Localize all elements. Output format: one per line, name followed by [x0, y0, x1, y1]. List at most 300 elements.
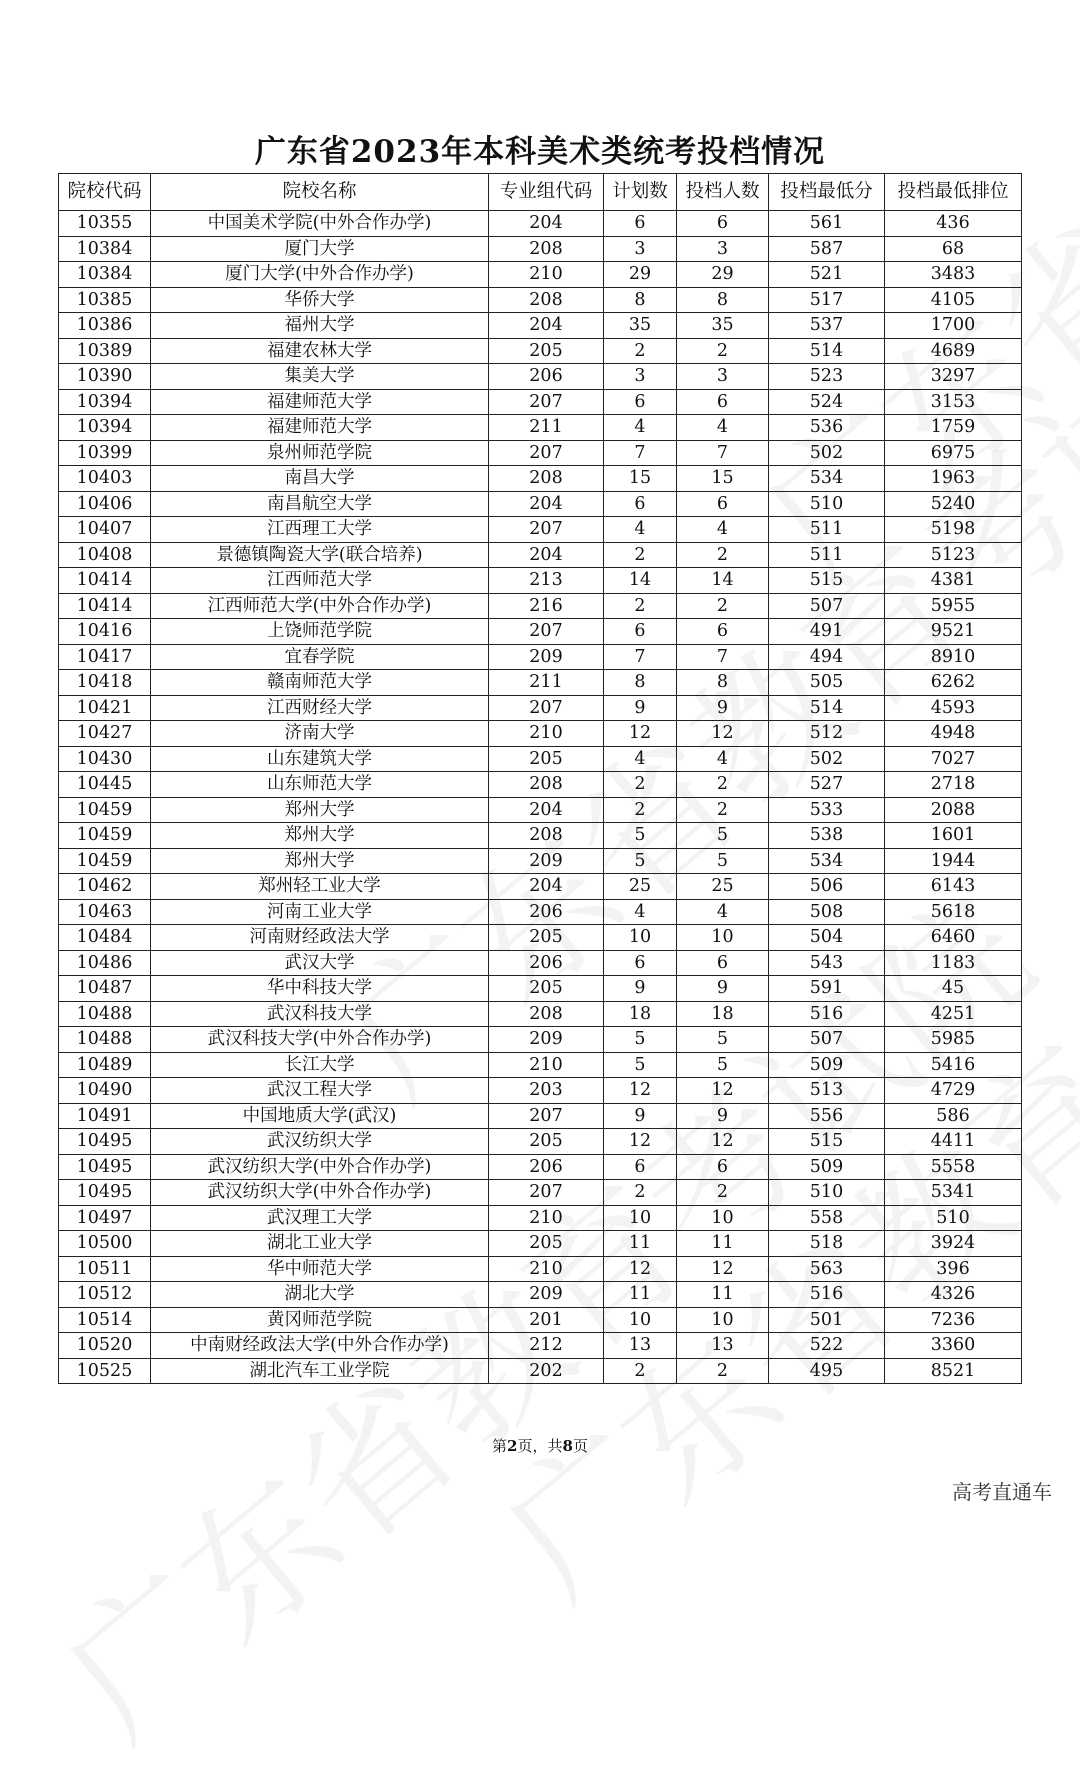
- min-score-cell: 527: [769, 772, 885, 798]
- plan-count-cell: 6: [604, 211, 677, 237]
- group-code-cell: 207: [489, 1180, 604, 1206]
- admitted-count-cell: 2: [677, 1180, 769, 1206]
- table-row: [59, 440, 1022, 466]
- group-code-cell: 209: [489, 644, 604, 670]
- admitted-count-cell: 3: [677, 236, 769, 262]
- table-row: [59, 338, 1022, 364]
- group-code-cell: 204: [489, 797, 604, 823]
- school-name-cell: 中国美术学院(中外合作办学): [151, 211, 489, 237]
- admitted-count-cell: 2: [677, 1358, 769, 1384]
- admitted-count-cell: 11: [677, 1231, 769, 1257]
- school-name-cell: 河南财经政法大学: [151, 925, 489, 951]
- table-row: [59, 1027, 1022, 1053]
- plan-count-cell: 18: [604, 1001, 677, 1027]
- plan-count-cell: 5: [604, 848, 677, 874]
- admitted-count-cell: 4: [677, 746, 769, 772]
- table-row: [59, 542, 1022, 568]
- group-code-cell: 205: [489, 925, 604, 951]
- admitted-count-cell: 7: [677, 440, 769, 466]
- plan-count-cell: 6: [604, 389, 677, 415]
- plan-count-cell: 11: [604, 1231, 677, 1257]
- school-code-cell: 10427: [59, 721, 151, 747]
- admitted-count-cell: 11: [677, 1282, 769, 1308]
- min-score-cell: 563: [769, 1256, 885, 1282]
- school-name-cell: 福建农林大学: [151, 338, 489, 364]
- min-score-cell: 501: [769, 1307, 885, 1333]
- table-row: [59, 1333, 1022, 1359]
- table-row: [59, 1307, 1022, 1333]
- min-rank-cell: 4689: [885, 338, 1022, 364]
- admitted-count-cell: 10: [677, 1307, 769, 1333]
- group-code-cell: 216: [489, 593, 604, 619]
- group-code-cell: 205: [489, 746, 604, 772]
- table-row: [59, 1256, 1022, 1282]
- admitted-count-cell: 12: [677, 1129, 769, 1155]
- group-code-cell: 206: [489, 899, 604, 925]
- total-page-number: 8: [562, 1437, 573, 1455]
- school-code-cell: 10386: [59, 313, 151, 339]
- header-min-score: 投档最低分: [769, 174, 885, 211]
- admitted-count-cell: 6: [677, 950, 769, 976]
- min-score-cell: 543: [769, 950, 885, 976]
- min-rank-cell: 1601: [885, 823, 1022, 849]
- group-code-cell: 209: [489, 1282, 604, 1308]
- plan-count-cell: 15: [604, 466, 677, 492]
- plan-count-cell: 2: [604, 772, 677, 798]
- school-name-cell: 厦门大学(中外合作办学): [151, 262, 489, 288]
- table-row: [59, 797, 1022, 823]
- plan-count-cell: 12: [604, 721, 677, 747]
- school-code-cell: 10394: [59, 389, 151, 415]
- admitted-count-cell: 12: [677, 1256, 769, 1282]
- min-score-cell: 558: [769, 1205, 885, 1231]
- min-rank-cell: 5618: [885, 899, 1022, 925]
- admitted-count-cell: 6: [677, 1154, 769, 1180]
- school-code-cell: 10414: [59, 568, 151, 594]
- school-name-cell: 南昌航空大学: [151, 491, 489, 517]
- table-row: [59, 1282, 1022, 1308]
- school-name-cell: 江西师范大学: [151, 568, 489, 594]
- min-score-cell: 515: [769, 1129, 885, 1155]
- min-rank-cell: 6460: [885, 925, 1022, 951]
- group-code-cell: 208: [489, 1001, 604, 1027]
- min-score-cell: 509: [769, 1052, 885, 1078]
- plan-count-cell: 6: [604, 950, 677, 976]
- table-row: [59, 1231, 1022, 1257]
- school-name-cell: 中国地质大学(武汉): [151, 1103, 489, 1129]
- min-rank-cell: 3153: [885, 389, 1022, 415]
- min-rank-cell: 1183: [885, 950, 1022, 976]
- min-rank-cell: 3483: [885, 262, 1022, 288]
- admitted-count-cell: 12: [677, 1078, 769, 1104]
- group-code-cell: 208: [489, 466, 604, 492]
- school-code-cell: 10495: [59, 1180, 151, 1206]
- admitted-count-cell: 8: [677, 287, 769, 313]
- school-name-cell: 武汉纺织大学(中外合作办学): [151, 1180, 489, 1206]
- school-code-cell: 10497: [59, 1205, 151, 1231]
- min-rank-cell: 5240: [885, 491, 1022, 517]
- admitted-count-cell: 13: [677, 1333, 769, 1359]
- plan-count-cell: 2: [604, 593, 677, 619]
- school-code-cell: 10490: [59, 1078, 151, 1104]
- min-score-cell: 495: [769, 1358, 885, 1384]
- table-row: [59, 950, 1022, 976]
- plan-count-cell: 10: [604, 1205, 677, 1231]
- min-rank-cell: 4326: [885, 1282, 1022, 1308]
- table-row: [59, 772, 1022, 798]
- school-name-cell: 江西师范大学(中外合作办学): [151, 593, 489, 619]
- table-row: [59, 313, 1022, 339]
- table-row: [59, 848, 1022, 874]
- plan-count-cell: 29: [604, 262, 677, 288]
- header-row: [59, 174, 1022, 211]
- admitted-count-cell: 9: [677, 976, 769, 1002]
- min-score-cell: 534: [769, 466, 885, 492]
- plan-count-cell: 8: [604, 670, 677, 696]
- header-min-rank: 投档最低排位: [885, 174, 1022, 211]
- group-code-cell: 205: [489, 1231, 604, 1257]
- school-name-cell: 郑州大学: [151, 797, 489, 823]
- plan-count-cell: 4: [604, 517, 677, 543]
- school-name-cell: 郑州大学: [151, 823, 489, 849]
- current-page-number: 2: [507, 1437, 518, 1455]
- school-code-cell: 10463: [59, 899, 151, 925]
- admitted-count-cell: 6: [677, 389, 769, 415]
- group-code-cell: 204: [489, 211, 604, 237]
- table-row: [59, 1180, 1022, 1206]
- min-score-cell: 511: [769, 542, 885, 568]
- school-name-cell: 武汉纺织大学: [151, 1129, 489, 1155]
- school-code-cell: 10484: [59, 925, 151, 951]
- table-row: [59, 619, 1022, 645]
- min-score-cell: 517: [769, 287, 885, 313]
- group-code-cell: 201: [489, 1307, 604, 1333]
- school-name-cell: 河南工业大学: [151, 899, 489, 925]
- group-code-cell: 202: [489, 1358, 604, 1384]
- min-rank-cell: 1759: [885, 415, 1022, 441]
- min-score-cell: 516: [769, 1282, 885, 1308]
- min-score-cell: 504: [769, 925, 885, 951]
- school-name-cell: 厦门大学: [151, 236, 489, 262]
- brand-watermark: 高考直通车: [952, 1480, 1052, 1504]
- school-name-cell: 武汉纺织大学(中外合作办学): [151, 1154, 489, 1180]
- school-code-cell: 10406: [59, 491, 151, 517]
- min-rank-cell: 9521: [885, 619, 1022, 645]
- table-row: [59, 389, 1022, 415]
- group-code-cell: 204: [489, 542, 604, 568]
- min-score-cell: 506: [769, 874, 885, 900]
- min-rank-cell: 5558: [885, 1154, 1022, 1180]
- school-code-cell: 10355: [59, 211, 151, 237]
- min-rank-cell: 586: [885, 1103, 1022, 1129]
- min-rank-cell: 1700: [885, 313, 1022, 339]
- table-row: [59, 211, 1022, 237]
- table-row: [59, 466, 1022, 492]
- table-row: [59, 287, 1022, 313]
- plan-count-cell: 14: [604, 568, 677, 594]
- header-school-name: 院校名称: [151, 174, 489, 211]
- min-rank-cell: 4729: [885, 1078, 1022, 1104]
- admitted-count-cell: 9: [677, 1103, 769, 1129]
- school-code-cell: 10511: [59, 1256, 151, 1282]
- plan-count-cell: 2: [604, 797, 677, 823]
- admitted-count-cell: 4: [677, 415, 769, 441]
- school-name-cell: 福州大学: [151, 313, 489, 339]
- admitted-count-cell: 6: [677, 211, 769, 237]
- admitted-count-cell: 7: [677, 644, 769, 670]
- plan-count-cell: 6: [604, 1154, 677, 1180]
- plan-count-cell: 4: [604, 746, 677, 772]
- plan-count-cell: 9: [604, 1103, 677, 1129]
- min-rank-cell: 5955: [885, 593, 1022, 619]
- plan-count-cell: 8: [604, 287, 677, 313]
- admitted-count-cell: 2: [677, 593, 769, 619]
- school-name-cell: 江西财经大学: [151, 695, 489, 721]
- min-rank-cell: 436: [885, 211, 1022, 237]
- admitted-count-cell: 5: [677, 1027, 769, 1053]
- header-group-code: 专业组代码: [489, 174, 604, 211]
- school-name-cell: 济南大学: [151, 721, 489, 747]
- school-code-cell: 10385: [59, 287, 151, 313]
- school-code-cell: 10489: [59, 1052, 151, 1078]
- header-plan-count: 计划数: [604, 174, 677, 211]
- school-code-cell: 10459: [59, 797, 151, 823]
- plan-count-cell: 12: [604, 1129, 677, 1155]
- min-rank-cell: 4948: [885, 721, 1022, 747]
- school-name-cell: 武汉科技大学(中外合作办学): [151, 1027, 489, 1053]
- table-row: [59, 721, 1022, 747]
- min-rank-cell: 5123: [885, 542, 1022, 568]
- plan-count-cell: 35: [604, 313, 677, 339]
- group-code-cell: 207: [489, 440, 604, 466]
- school-name-cell: 福建师范大学: [151, 415, 489, 441]
- min-score-cell: 522: [769, 1333, 885, 1359]
- min-rank-cell: 4105: [885, 287, 1022, 313]
- school-code-cell: 10512: [59, 1282, 151, 1308]
- table-row: [59, 1078, 1022, 1104]
- min-score-cell: 537: [769, 313, 885, 339]
- plan-count-cell: 11: [604, 1282, 677, 1308]
- table-row: [59, 644, 1022, 670]
- table-row: [59, 925, 1022, 951]
- min-rank-cell: 5985: [885, 1027, 1022, 1053]
- group-code-cell: 208: [489, 772, 604, 798]
- group-code-cell: 206: [489, 364, 604, 390]
- group-code-cell: 207: [489, 389, 604, 415]
- plan-count-cell: 12: [604, 1078, 677, 1104]
- min-rank-cell: 1963: [885, 466, 1022, 492]
- plan-count-cell: 5: [604, 1052, 677, 1078]
- min-rank-cell: 5341: [885, 1180, 1022, 1206]
- table-row: [59, 491, 1022, 517]
- plan-count-cell: 10: [604, 925, 677, 951]
- school-name-cell: 华中师范大学: [151, 1256, 489, 1282]
- plan-count-cell: 2: [604, 1358, 677, 1384]
- school-code-cell: 10421: [59, 695, 151, 721]
- admitted-count-cell: 2: [677, 797, 769, 823]
- min-rank-cell: 4251: [885, 1001, 1022, 1027]
- min-score-cell: 515: [769, 568, 885, 594]
- min-score-cell: 523: [769, 364, 885, 390]
- table-row: [59, 874, 1022, 900]
- min-rank-cell: 5198: [885, 517, 1022, 543]
- plan-count-cell: 3: [604, 364, 677, 390]
- min-score-cell: 502: [769, 746, 885, 772]
- admitted-count-cell: 5: [677, 1052, 769, 1078]
- admitted-count-cell: 14: [677, 568, 769, 594]
- school-code-cell: 10459: [59, 848, 151, 874]
- school-code-cell: 10384: [59, 262, 151, 288]
- group-code-cell: 210: [489, 1205, 604, 1231]
- school-code-cell: 10495: [59, 1154, 151, 1180]
- school-name-cell: 山东师范大学: [151, 772, 489, 798]
- school-code-cell: 10488: [59, 1001, 151, 1027]
- admitted-count-cell: 3: [677, 364, 769, 390]
- school-code-cell: 10418: [59, 670, 151, 696]
- admitted-count-cell: 2: [677, 542, 769, 568]
- table-row: [59, 1205, 1022, 1231]
- header-school-code: 院校代码: [59, 174, 151, 211]
- min-rank-cell: 6143: [885, 874, 1022, 900]
- school-name-cell: 武汉大学: [151, 950, 489, 976]
- admitted-count-cell: 6: [677, 619, 769, 645]
- table-row: [59, 1001, 1022, 1027]
- school-name-cell: 宜春学院: [151, 644, 489, 670]
- min-rank-cell: 5416: [885, 1052, 1022, 1078]
- min-score-cell: 510: [769, 1180, 885, 1206]
- table-row: [59, 1358, 1022, 1384]
- min-rank-cell: 510: [885, 1205, 1022, 1231]
- plan-count-cell: 9: [604, 695, 677, 721]
- group-code-cell: 208: [489, 287, 604, 313]
- plan-count-cell: 10: [604, 1307, 677, 1333]
- min-score-cell: 507: [769, 593, 885, 619]
- school-name-cell: 华中科技大学: [151, 976, 489, 1002]
- admitted-count-cell: 5: [677, 823, 769, 849]
- school-code-cell: 10384: [59, 236, 151, 262]
- admitted-count-cell: 2: [677, 772, 769, 798]
- min-rank-cell: 7236: [885, 1307, 1022, 1333]
- school-name-cell: 上饶师范学院: [151, 619, 489, 645]
- table-row: [59, 364, 1022, 390]
- footer-prefix: 第: [492, 1437, 508, 1455]
- min-score-cell: 521: [769, 262, 885, 288]
- school-name-cell: 集美大学: [151, 364, 489, 390]
- min-rank-cell: 2088: [885, 797, 1022, 823]
- min-rank-cell: 68: [885, 236, 1022, 262]
- group-code-cell: 204: [489, 313, 604, 339]
- min-score-cell: 561: [769, 211, 885, 237]
- admitted-count-cell: 4: [677, 517, 769, 543]
- table-row: [59, 899, 1022, 925]
- min-score-cell: 502: [769, 440, 885, 466]
- school-name-cell: 郑州轻工业大学: [151, 874, 489, 900]
- group-code-cell: 210: [489, 1256, 604, 1282]
- min-score-cell: 514: [769, 695, 885, 721]
- admitted-count-cell: 12: [677, 721, 769, 747]
- min-rank-cell: 4411: [885, 1129, 1022, 1155]
- plan-count-cell: 5: [604, 823, 677, 849]
- group-code-cell: 207: [489, 1103, 604, 1129]
- plan-count-cell: 4: [604, 415, 677, 441]
- table-header: [59, 174, 1022, 211]
- group-code-cell: 208: [489, 236, 604, 262]
- school-name-cell: 景德镇陶瓷大学(联合培养): [151, 542, 489, 568]
- school-code-cell: 10459: [59, 823, 151, 849]
- school-code-cell: 10495: [59, 1129, 151, 1155]
- plan-count-cell: 2: [604, 1180, 677, 1206]
- table-row: [59, 1103, 1022, 1129]
- plan-count-cell: 3: [604, 236, 677, 262]
- group-code-cell: 205: [489, 976, 604, 1002]
- table-row: [59, 1129, 1022, 1155]
- admitted-count-cell: 29: [677, 262, 769, 288]
- school-code-cell: 10491: [59, 1103, 151, 1129]
- table-row: [59, 262, 1022, 288]
- plan-count-cell: 7: [604, 440, 677, 466]
- school-name-cell: 华侨大学: [151, 287, 489, 313]
- admitted-count-cell: 6: [677, 491, 769, 517]
- plan-count-cell: 13: [604, 1333, 677, 1359]
- admission-table: [58, 173, 1022, 1384]
- min-score-cell: 510: [769, 491, 885, 517]
- page-footer: [0, 1436, 1080, 1456]
- group-code-cell: 210: [489, 1052, 604, 1078]
- plan-count-cell: 6: [604, 619, 677, 645]
- min-score-cell: 516: [769, 1001, 885, 1027]
- group-code-cell: 207: [489, 695, 604, 721]
- table-row: [59, 568, 1022, 594]
- school-code-cell: 10408: [59, 542, 151, 568]
- school-name-cell: 武汉科技大学: [151, 1001, 489, 1027]
- group-code-cell: 209: [489, 848, 604, 874]
- admitted-count-cell: 2: [677, 338, 769, 364]
- school-code-cell: 10487: [59, 976, 151, 1002]
- min-score-cell: 512: [769, 721, 885, 747]
- school-code-cell: 10462: [59, 874, 151, 900]
- school-name-cell: 中南财经政法大学(中外合作办学): [151, 1333, 489, 1359]
- group-code-cell: 213: [489, 568, 604, 594]
- min-score-cell: 508: [769, 899, 885, 925]
- min-score-cell: 513: [769, 1078, 885, 1104]
- school-name-cell: 南昌大学: [151, 466, 489, 492]
- min-score-cell: 494: [769, 644, 885, 670]
- plan-count-cell: 5: [604, 1027, 677, 1053]
- school-name-cell: 武汉工程大学: [151, 1078, 489, 1104]
- table-row: [59, 415, 1022, 441]
- min-rank-cell: 3924: [885, 1231, 1022, 1257]
- admitted-count-cell: 10: [677, 925, 769, 951]
- group-code-cell: 212: [489, 1333, 604, 1359]
- min-score-cell: 514: [769, 338, 885, 364]
- plan-count-cell: 25: [604, 874, 677, 900]
- school-code-cell: 10416: [59, 619, 151, 645]
- min-score-cell: 556: [769, 1103, 885, 1129]
- school-name-cell: 郑州大学: [151, 848, 489, 874]
- plan-count-cell: 6: [604, 491, 677, 517]
- admitted-count-cell: 35: [677, 313, 769, 339]
- min-score-cell: 587: [769, 236, 885, 262]
- group-code-cell: 210: [489, 721, 604, 747]
- school-name-cell: 湖北工业大学: [151, 1231, 489, 1257]
- table-row: [59, 746, 1022, 772]
- min-score-cell: 536: [769, 415, 885, 441]
- group-code-cell: 204: [489, 491, 604, 517]
- admitted-count-cell: 10: [677, 1205, 769, 1231]
- min-rank-cell: 8521: [885, 1358, 1022, 1384]
- school-code-cell: 10500: [59, 1231, 151, 1257]
- table-row: [59, 976, 1022, 1002]
